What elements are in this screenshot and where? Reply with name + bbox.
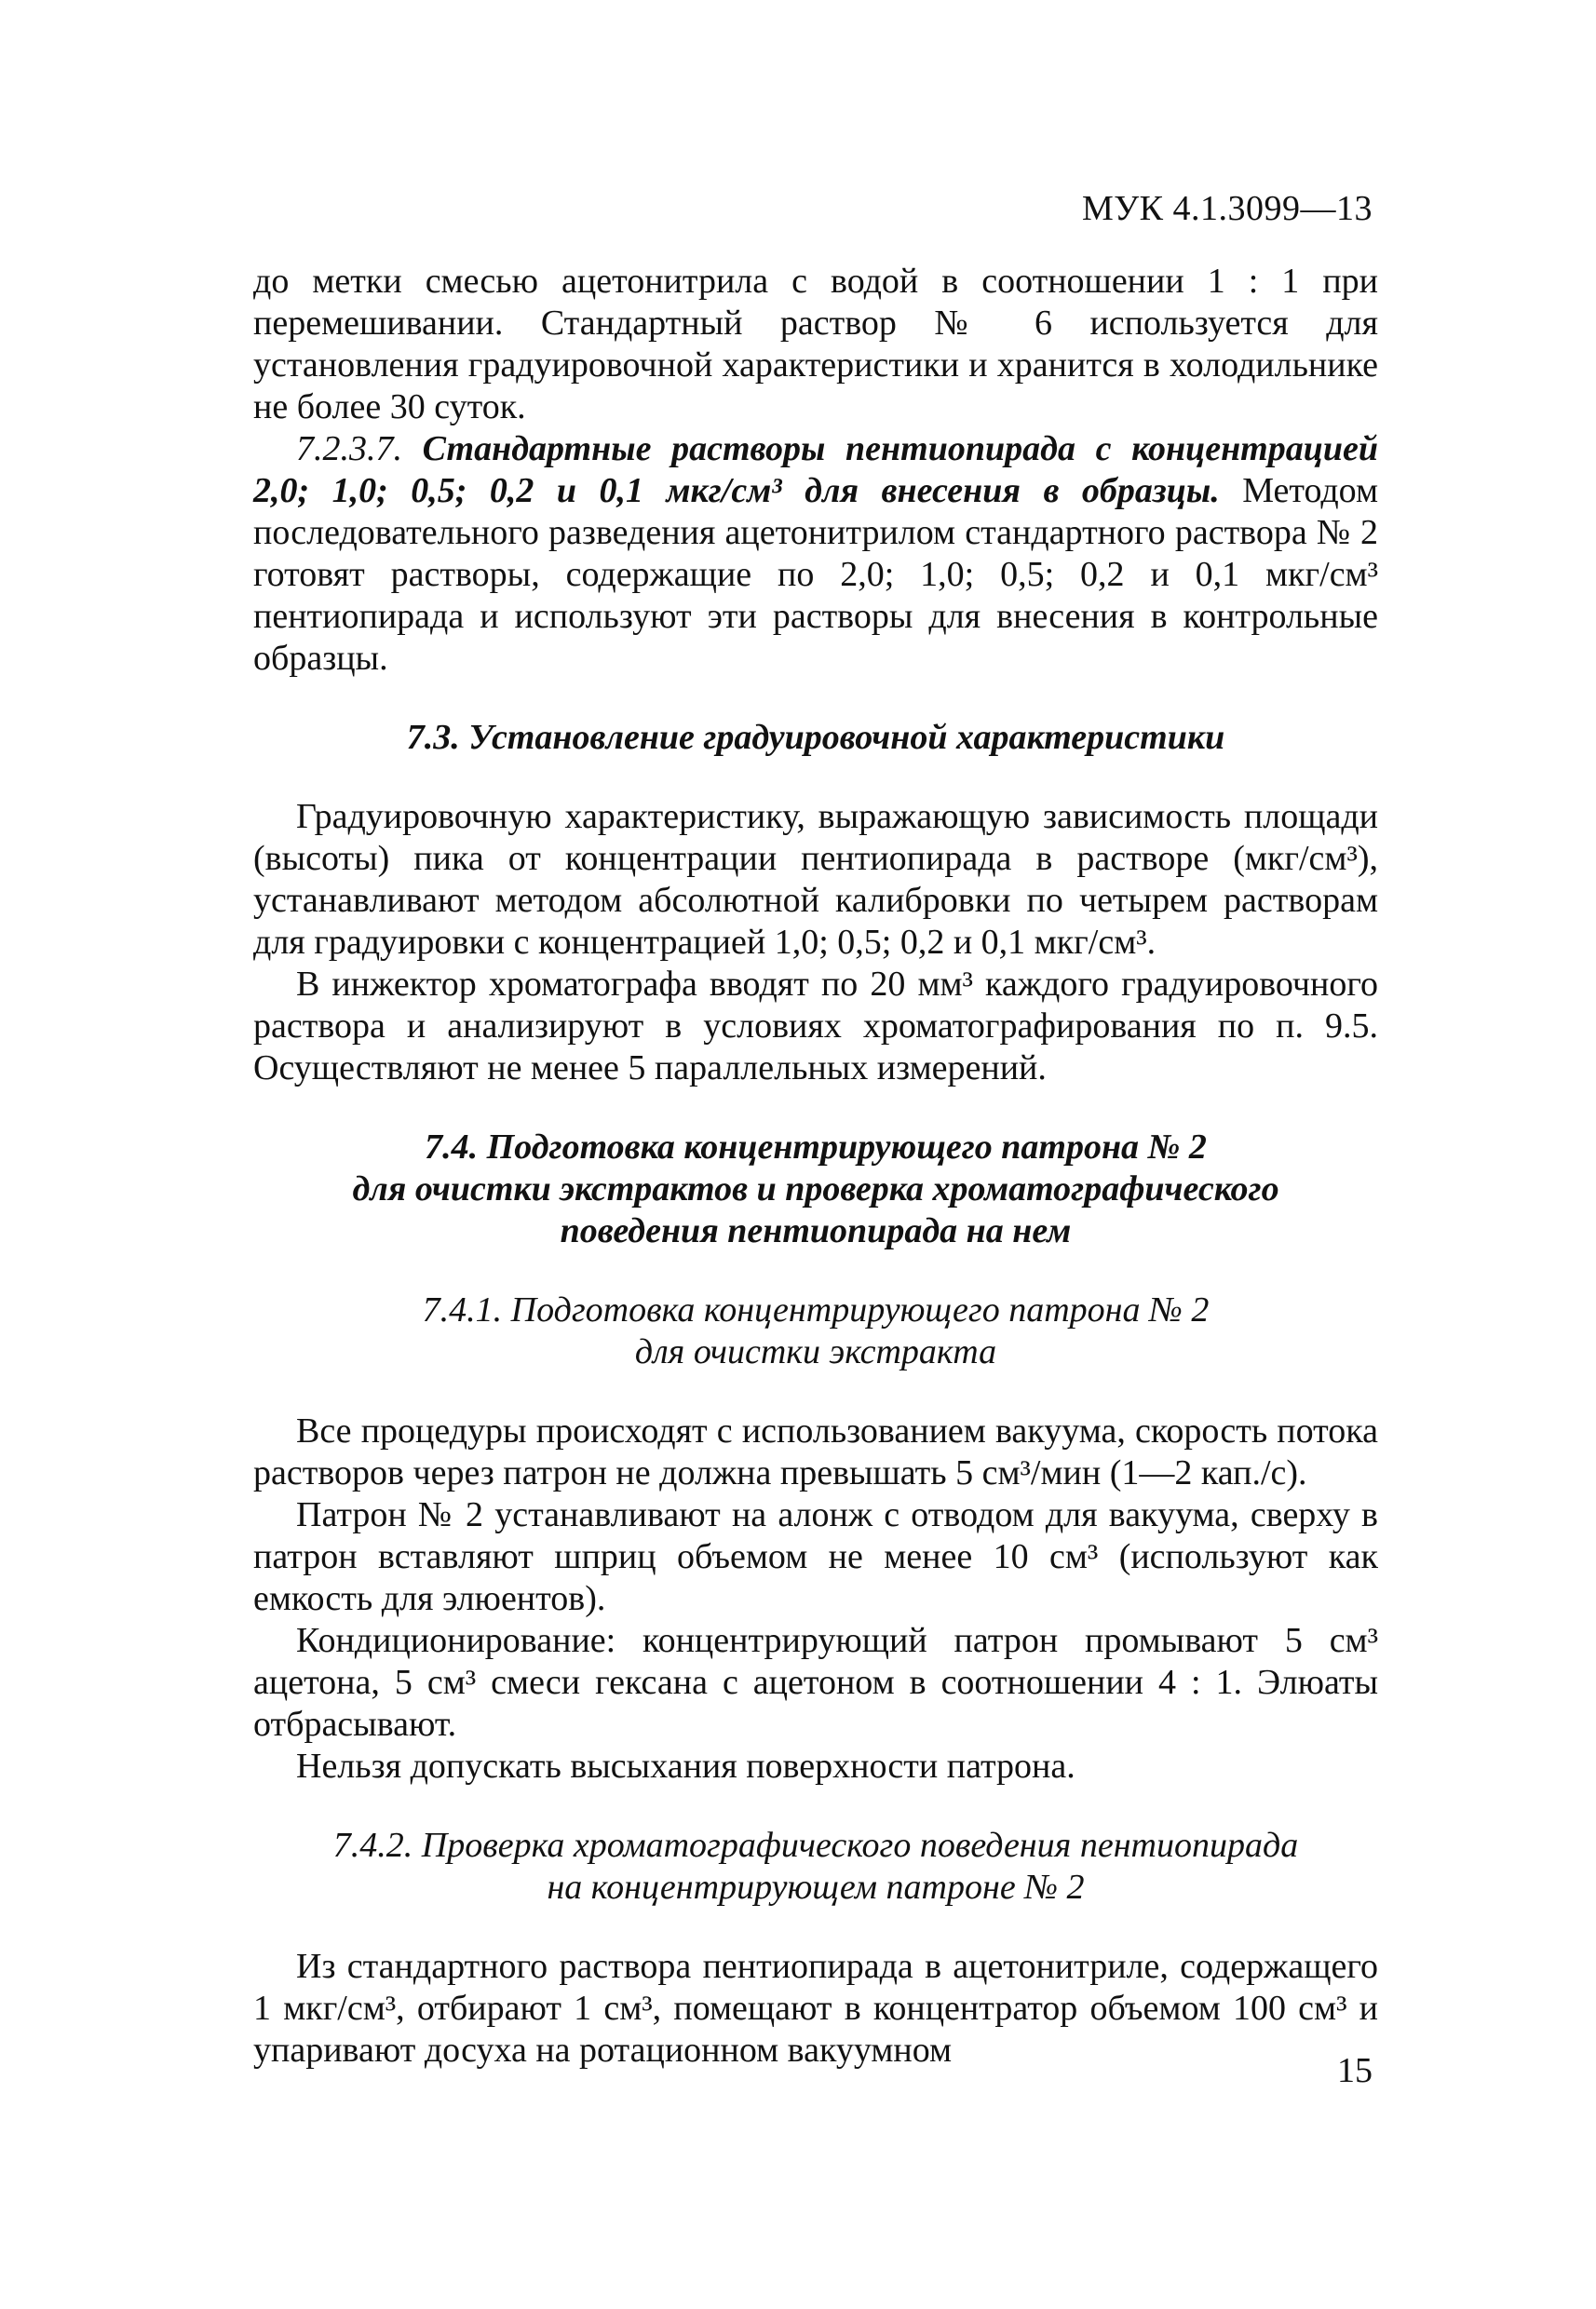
- paragraph-drying-warning: Нельзя допускать высыхания поверхности патрона.: [296, 1747, 1075, 1786]
- paragraph-conditioning: Кондиционирование: концентрирующий патрон промывают 5 см³ ацетона, 5 см³ смеси гексана с ацетоном в соотношении 4 : 1. Элюаты отбрасывают.: [253, 1621, 1378, 1744]
- heading-7-4-2-line-1: 7.4.2. Проверка хроматографического поведения пентиопирада: [332, 1826, 1299, 1865]
- heading-7-4-line-2: для очистки экстрактов и проверка хроматографического: [352, 1169, 1279, 1209]
- heading-7-3: 7.3. Установление градуировочной характеристики: [406, 718, 1225, 757]
- heading-7-4-1-line-1: 7.4.1. Подготовка концентрирующего патрона № 2: [422, 1290, 1210, 1330]
- page-content: [253, 261, 1378, 2072]
- paragraph-standard-solution: Из стандартного раствора пентиопирада в ацетонитриле, содержащего 1 мкг/см³, отбирают 1 см³, помещают в концентратор объемом 100 см³ и упаривают досуха на ротационном вакуумном: [253, 1947, 1378, 2070]
- heading-7-4-1-line-2: для очистки экстракта: [634, 1332, 997, 1371]
- page-number: 15: [1337, 2051, 1373, 2090]
- section-number-7-2-3-7: 7.2.3.7.: [296, 429, 402, 468]
- paragraph-continuation: до метки смесью ацетонитрила с водой в соотношении 1 : 1 при перемешивании. Стандартный раствор № 6 используется для установления градуировочной характеристики и хранится в холодильнике не более 30 суток.: [253, 262, 1378, 426]
- paragraph-injector: В инжектор хроматографа вводят по 20 мм³ каждого градуировочного раствора и анализируют в условиях хроматографирования по п. 9.5. Осуществляют не менее 5 параллельных измерений.: [253, 965, 1378, 1087]
- heading-7-4-line-1: 7.4. Подготовка концентрирующего патрона № 2: [425, 1127, 1207, 1167]
- heading-7-4-line-3: поведения пентиопирада на нем: [560, 1211, 1072, 1250]
- section-text-7-2-3-7: Методом последовательного разведения ацетонитрилом стандартного раствора № 2 готовят растворы, содержащие по 2,0; 1,0; 0,5; 0,2 и 0,1 мкг/см³ пентиопирада и используют эти растворы для внесения в контрольные образцы.: [253, 471, 1379, 678]
- paragraph-7-2-3-7: [253, 428, 1378, 680]
- section-title-7-2-3-7: Стандартные растворы пентиопирада с концентрацией 2,0; 1,0; 0,5; 0,2 и 0,1 мкг/см³ для внесения в образцы.: [253, 429, 1378, 510]
- paragraph-vacuum: Все процедуры происходят с использованием вакуума, скорость потока растворов через патрон не должна превышать 5 см³/мин (1—2 кап./с).: [253, 1411, 1378, 1492]
- paragraph-cartridge: Патрон № 2 устанавливают на алонж с отводом для вакуума, сверху в патрон вставляют шприц объемом не менее 10 см³ (используют как емкость для элюентов).: [253, 1495, 1378, 1618]
- paragraph-calibration: Градуировочную характеристику, выражающую зависимость площади (высоты) пика от концентрации пентиопирада в растворе (мкг/см³), устанавливают методом абсолютной калибровки по четырем растворам для градуировки с концентрацией 1,0; 0,5; 0,2 и 0,1 мкг/см³.: [253, 797, 1378, 962]
- heading-7-4-2-line-2: на концентрирующем патроне № 2: [547, 1868, 1085, 1907]
- document-code: МУК 4.1.3099—13: [1081, 189, 1373, 228]
